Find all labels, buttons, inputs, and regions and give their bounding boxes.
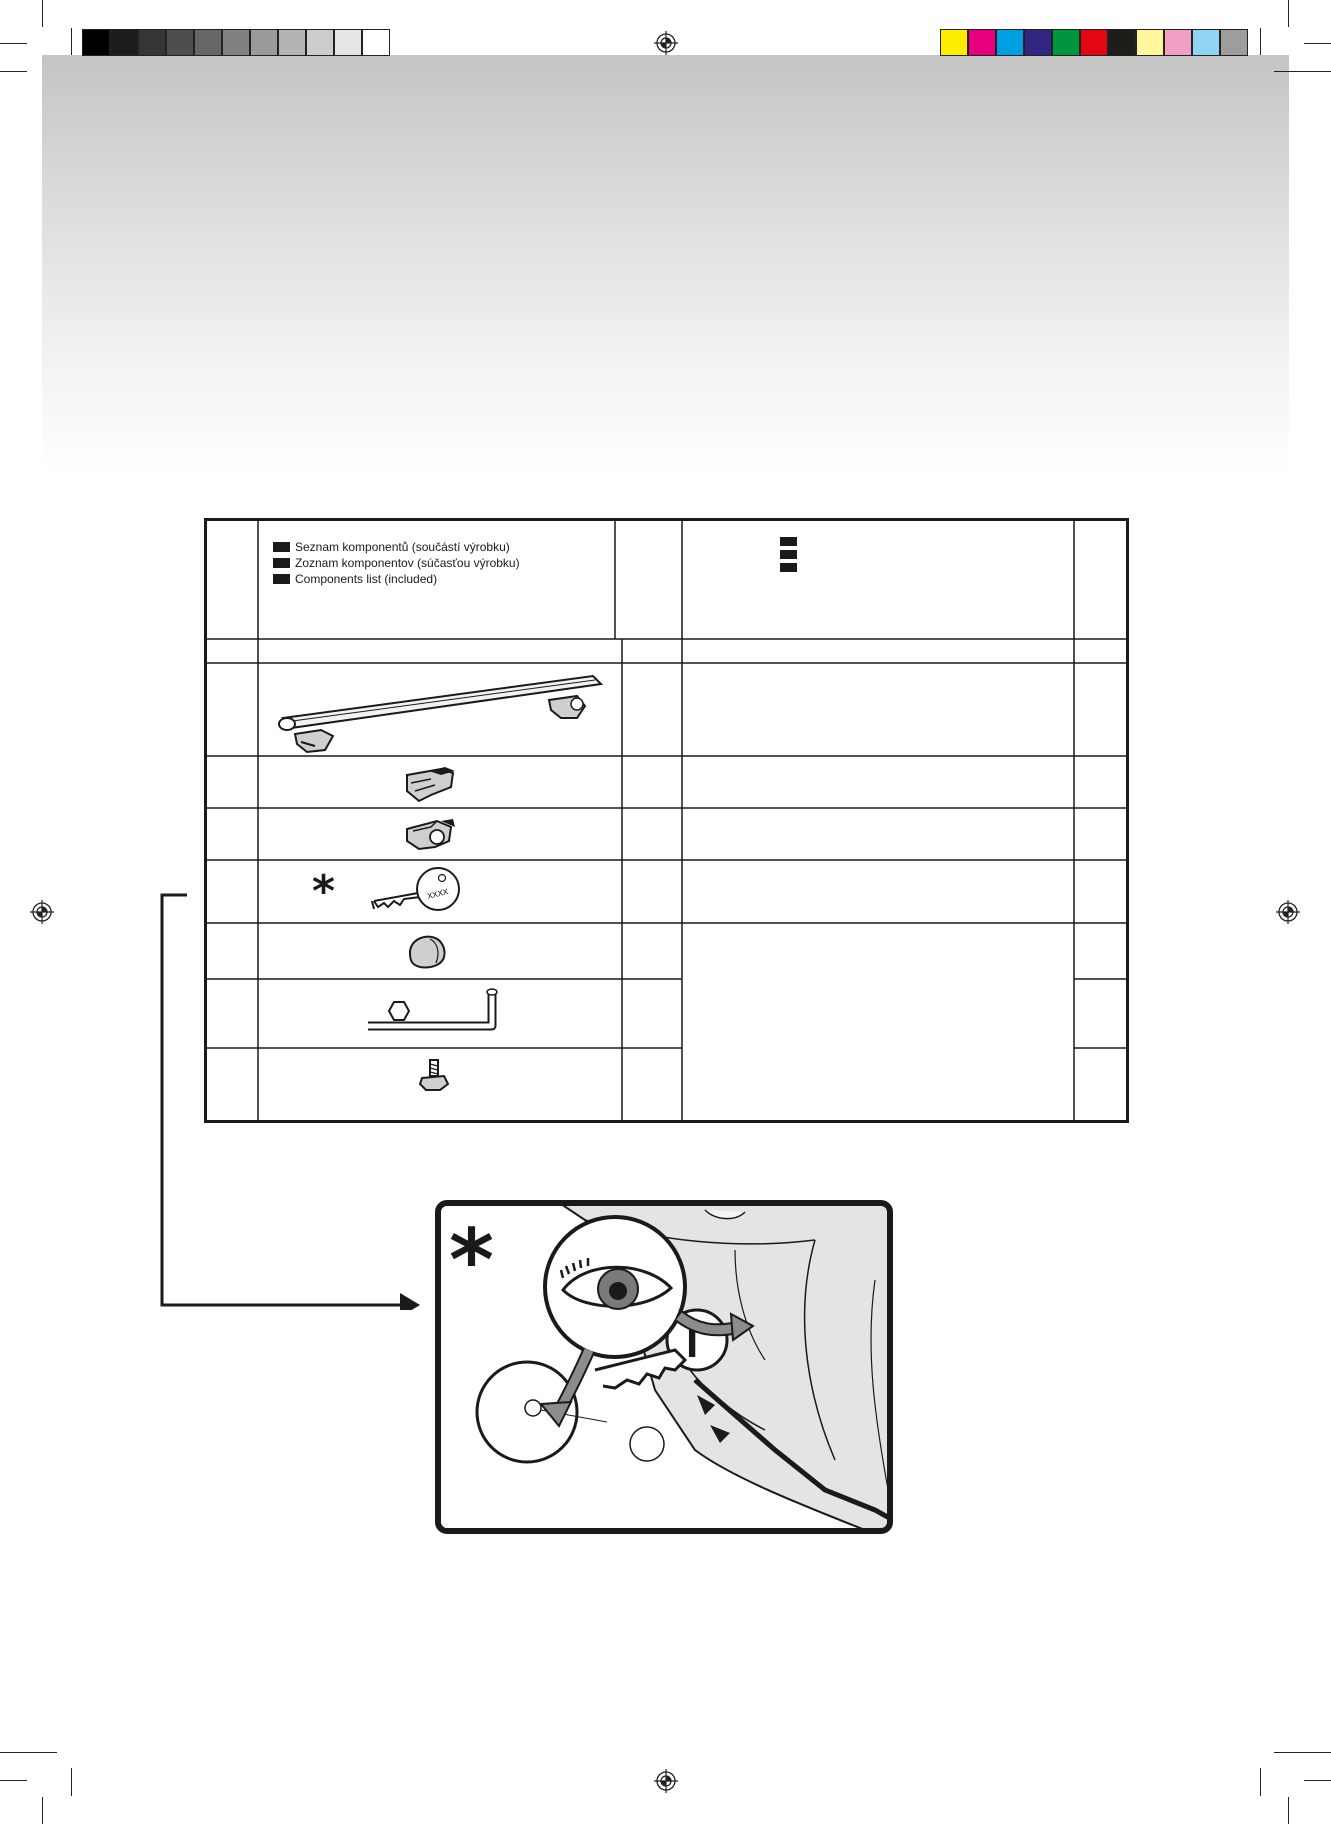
crop-mark xyxy=(71,28,72,55)
process-color-swatch xyxy=(968,29,996,56)
registration-mark-icon xyxy=(654,31,678,55)
process-color-bar xyxy=(940,29,1248,56)
process-color-swatch xyxy=(1108,29,1136,56)
process-color-swatch xyxy=(1080,29,1108,56)
gray-swatch xyxy=(110,29,138,56)
gray-swatch xyxy=(166,29,194,56)
crop-mark xyxy=(1288,1797,1289,1824)
gray-swatch xyxy=(278,29,306,56)
t-bolt-icon xyxy=(416,1056,452,1096)
registration-mark-icon xyxy=(654,1769,678,1793)
bar-foot-icon xyxy=(401,761,461,805)
bar-foot-clamp-icon xyxy=(401,813,461,855)
components-list-title-en: Components list (included) xyxy=(273,571,437,587)
crop-mark xyxy=(1304,43,1331,44)
gray-swatch xyxy=(138,29,166,56)
crop-mark xyxy=(0,1780,27,1781)
key-number-detail-illustration xyxy=(435,1200,893,1534)
registration-mark-icon xyxy=(30,900,54,924)
process-color-swatch xyxy=(996,29,1024,56)
key-asterisk-marker: * xyxy=(312,866,336,917)
language-marker xyxy=(780,563,797,572)
process-color-swatch xyxy=(1220,29,1248,56)
crop-mark xyxy=(1288,0,1289,27)
process-color-swatch xyxy=(940,29,968,56)
gray-swatch xyxy=(250,29,278,56)
process-color-swatch xyxy=(1164,29,1192,56)
gray-swatch xyxy=(362,29,390,56)
crop-mark xyxy=(0,43,27,44)
key-detail-pointer-arrow xyxy=(150,885,420,1310)
process-color-swatch xyxy=(1024,29,1052,56)
gray-swatch xyxy=(82,29,110,56)
gray-swatch xyxy=(222,29,250,56)
process-color-swatch xyxy=(1136,29,1164,56)
crop-mark xyxy=(1274,1752,1331,1753)
crop-mark xyxy=(1260,28,1261,55)
crop-mark xyxy=(42,0,43,27)
roof-bar-icon xyxy=(271,666,616,754)
gray-swatch xyxy=(334,29,362,56)
lock-cylinder-symbol: I xyxy=(686,1318,699,1367)
components-list-title-cz: Seznam komponentů (součástí výrobku) xyxy=(273,539,510,555)
gray-swatch xyxy=(306,29,334,56)
crop-mark xyxy=(71,1768,72,1796)
process-color-swatch xyxy=(1192,29,1220,56)
crop-mark xyxy=(0,71,27,72)
grayscale-color-bar xyxy=(82,29,390,56)
language-marker xyxy=(780,537,797,546)
process-color-swatch xyxy=(1052,29,1080,56)
header-gradient-band xyxy=(42,55,1289,473)
detail-frame xyxy=(435,1200,893,1534)
language-marker xyxy=(780,550,797,559)
crop-mark xyxy=(1304,1780,1331,1781)
detail-asterisk-marker: * xyxy=(449,1211,494,1311)
crop-mark xyxy=(1260,1768,1261,1796)
registration-mark-icon xyxy=(1276,900,1300,924)
crop-mark xyxy=(0,1752,57,1753)
gray-swatch xyxy=(194,29,222,56)
components-list-title-sk: Zoznam komponentov (súčasťou výrobku) xyxy=(273,555,520,571)
key-code-label: XXXX xyxy=(426,887,450,901)
crop-mark xyxy=(1274,71,1331,72)
crop-mark xyxy=(42,1797,43,1824)
